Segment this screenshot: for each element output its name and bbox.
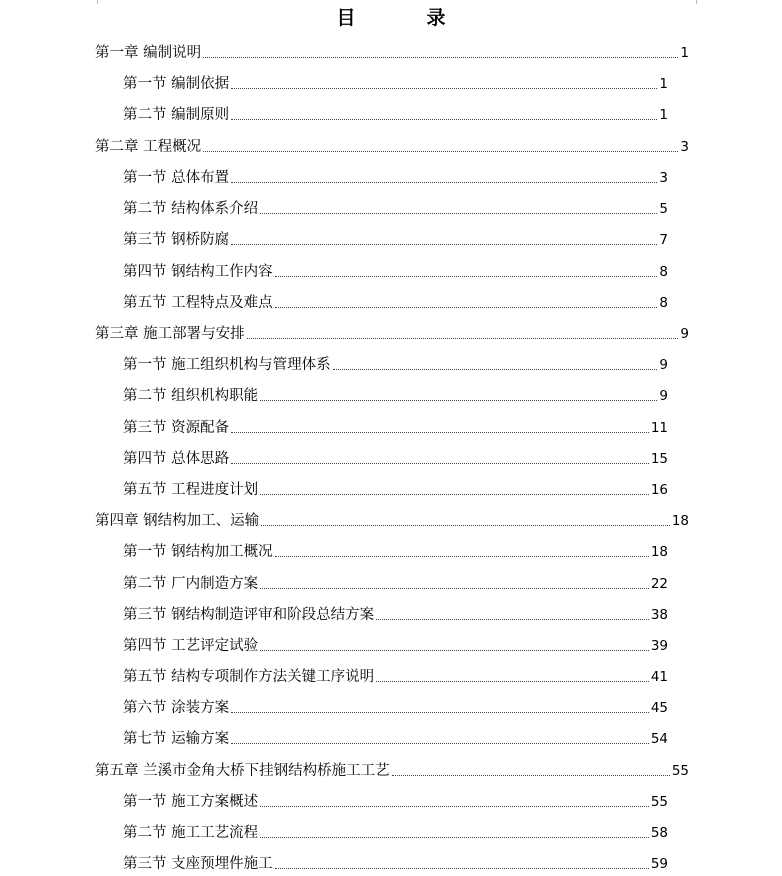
toc-entry-label: 第一节 钢结构加工概况: [123, 544, 273, 560]
toc-entry-label: 第五章 兰溪市金角大桥下挂钢结构桥施工工艺: [95, 763, 390, 779]
toc-entry-section[interactable]: [123, 103, 668, 125]
toc-entry-page: 38: [650, 607, 668, 623]
toc-entry-label: 第一章 编制说明: [95, 45, 202, 61]
toc-entry-page: 3: [680, 139, 689, 155]
toc-entry-section[interactable]: [123, 821, 668, 843]
dot-leader: [203, 150, 678, 152]
dot-leader: [275, 867, 649, 869]
toc-entry-section[interactable]: [123, 447, 668, 469]
toc-entry-page: 15: [650, 451, 668, 467]
toc-entry-section[interactable]: [123, 665, 668, 687]
toc-entry-section[interactable]: [123, 696, 668, 718]
dot-leader: [231, 742, 649, 744]
page-title: 目 录: [336, 7, 472, 29]
toc-entry-label: 第六节 涂装方案: [123, 700, 230, 716]
toc-entry-label: 第二节 结构体系介绍: [123, 201, 259, 217]
toc-entry-label: 第四节 工艺评定试验: [123, 638, 259, 654]
toc-entry-chapter[interactable]: [95, 509, 689, 531]
dot-leader: [376, 618, 649, 620]
toc-entry-page: 9: [659, 388, 668, 404]
toc-entry-label: 第五节 工程特点及难点: [123, 295, 273, 311]
toc-entry-label: 第二节 施工工艺流程: [123, 825, 259, 841]
toc-entry-page: 41: [650, 669, 668, 685]
dot-leader: [231, 118, 657, 120]
dot-leader: [260, 399, 657, 401]
toc-entry-label: 第二节 编制原则: [123, 107, 230, 123]
dot-leader: [260, 805, 649, 807]
toc-entry-page: 7: [659, 232, 668, 248]
toc-entry-label: 第三节 钢桥防腐: [123, 232, 230, 248]
toc-entry-section[interactable]: [123, 166, 668, 188]
dot-leader: [203, 56, 678, 58]
dot-leader: [261, 524, 670, 526]
toc-entry-chapter[interactable]: [95, 41, 689, 63]
toc-entry-page: 1: [680, 45, 689, 61]
toc-entry-section[interactable]: [123, 852, 668, 874]
toc-entry-section[interactable]: [123, 353, 668, 375]
dot-leader: [231, 431, 649, 433]
toc-entry-page: 18: [650, 544, 668, 560]
toc-entry-page: 39: [650, 638, 668, 654]
toc-entry-page: 55: [671, 763, 689, 779]
toc-entry-section[interactable]: [123, 260, 668, 282]
toc-entry-section[interactable]: [123, 228, 668, 250]
toc-entry-page: 9: [680, 326, 689, 342]
toc-entry-label: 第七节 运输方案: [123, 731, 230, 747]
toc-entry-section[interactable]: [123, 727, 668, 749]
toc-entry-section[interactable]: [123, 72, 668, 94]
toc-entry-chapter[interactable]: [95, 322, 689, 344]
toc-entry-label: 第一节 编制依据: [123, 76, 230, 92]
dot-leader: [275, 555, 649, 557]
dot-leader: [392, 774, 670, 776]
toc-entry-section[interactable]: [123, 291, 668, 313]
toc-entry-label: 第四章 钢结构加工、运输: [95, 513, 260, 529]
toc-entry-section[interactable]: [123, 790, 668, 812]
toc-entry-chapter[interactable]: [95, 759, 689, 781]
dot-leader: [333, 368, 658, 370]
toc-entry-page: 16: [650, 482, 668, 498]
toc-entry-page: 54: [650, 731, 668, 747]
toc-entry-page: 18: [671, 513, 689, 529]
toc-entry-page: 1: [659, 76, 668, 92]
toc-entry-section[interactable]: [123, 634, 668, 656]
dot-leader: [260, 493, 649, 495]
toc-entry-label: 第二章 工程概况: [95, 139, 202, 155]
toc-entry-label: 第一节 总体布置: [123, 170, 230, 186]
toc-entry-page: 8: [659, 264, 668, 280]
dot-leader: [231, 711, 649, 713]
toc-entry-section[interactable]: [123, 478, 668, 500]
toc-entry-section[interactable]: [123, 416, 668, 438]
dot-leader: [376, 680, 649, 682]
toc-entry-page: 8: [659, 295, 668, 311]
dot-leader: [260, 212, 657, 214]
dot-leader: [231, 243, 657, 245]
toc-entry-page: 5: [659, 201, 668, 217]
toc-entry-section[interactable]: [123, 572, 668, 594]
toc-entry-page: 59: [650, 856, 668, 872]
dot-leader: [247, 337, 679, 339]
toc-entry-label: 第四节 钢结构工作内容: [123, 264, 273, 280]
toc-entry-label: 第一节 施工组织机构与管理体系: [123, 357, 331, 373]
toc-entry-label: 第三节 支座预埋件施工: [123, 856, 273, 872]
dot-leader: [231, 87, 657, 89]
dot-leader: [260, 649, 649, 651]
toc-entry-page: 3: [659, 170, 668, 186]
toc-entry-label: 第五节 工程进度计划: [123, 482, 259, 498]
dot-leader: [260, 836, 649, 838]
toc-entry-section[interactable]: [123, 540, 668, 562]
toc-entry-label: 第五节 结构专项制作方法关键工序说明: [123, 669, 375, 685]
dot-leader: [231, 181, 657, 183]
toc-entry-label: 第三节 资源配备: [123, 420, 230, 436]
toc-entry-section[interactable]: [123, 603, 668, 625]
toc-entry-page: 55: [650, 794, 668, 810]
toc-entry-label: 第三节 钢结构制造评审和阶段总结方案: [123, 607, 375, 623]
toc-entry-page: 11: [650, 420, 668, 436]
toc-entry-page: 22: [650, 576, 668, 592]
toc-entry-page: 1: [659, 107, 668, 123]
toc-entry-chapter[interactable]: [95, 135, 689, 157]
toc-entry-label: 第二节 厂内制造方案: [123, 576, 259, 592]
dot-leader: [231, 462, 649, 464]
toc-entry-label: 第二节 组织机构职能: [123, 388, 259, 404]
toc-entry-page: 58: [650, 825, 668, 841]
toc-entry-label: 第三章 施工部署与安排: [95, 326, 245, 342]
dot-leader: [260, 587, 649, 589]
dot-leader: [275, 275, 658, 277]
toc-entry-section[interactable]: [123, 197, 668, 219]
dot-leader: [275, 306, 658, 308]
toc-entry-page: 45: [650, 700, 668, 716]
toc-entry-label: 第一节 施工方案概述: [123, 794, 259, 810]
toc-entry-label: 第四节 总体思路: [123, 451, 230, 467]
toc-entry-section[interactable]: [123, 384, 668, 406]
toc-entry-page: 9: [659, 357, 668, 373]
